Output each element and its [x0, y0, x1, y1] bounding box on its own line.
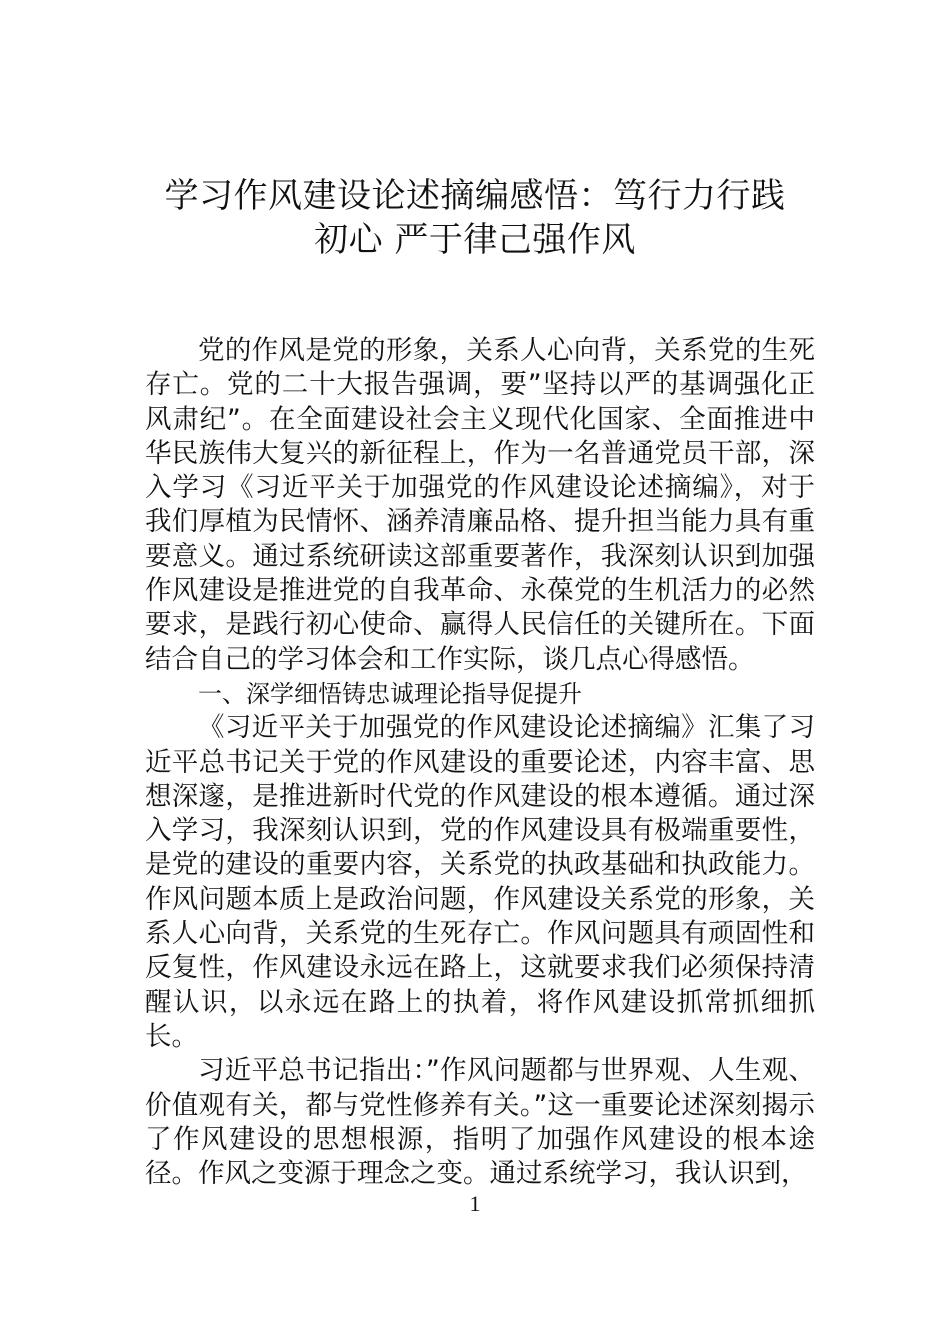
section-paragraph: 《习近平关于加强党的作风建设论述摘编》汇集了习近平总书记关于党的作风建设的重要论述，内容丰富、思想深邃，是推进新时代党的作风建设的根本遵循。通过深入学习，我深刻认识到，党的作风建设具有极端重要性，是党的建设的重要内容，关系党的执政基础和执政能力。作风问题本质上是政治问题，作风建设关系党的形象，关系人心向背，关系党的生死存亡。作风问题具有顽固性和反复性，作风建设永远在路上，这就要求我们必须保持清醒认识，以永远在路上的执着，将作风建设抓常抓细抓长。: [145, 712, 815, 1052]
document-title-line-1: 学习作风建设论述摘编感悟：笃行力行践: [164, 176, 786, 216]
section-paragraph: 习近平总书记指出：”作风问题都与世界观、人生观、价值观有关，都与党性修养有关。”这一重要论述深刻揭示了作风建设的思想根源，指明了加强作风建设的根本途径。作风之变源于理念之变。通过系统学习，我认识到，: [145, 1055, 815, 1190]
section-heading: 一、深学细悟铸忠诚理论指导促提升: [198, 679, 582, 708]
document-body: [145, 334, 815, 1191]
document-title-line-2: 初心 严于律己强作风: [314, 220, 636, 260]
intro-paragraph: 党的作风是党的形象，关系人心向背，关系党的生死存亡。党的二十大报告强调，要”坚持以严的基调强化正风肃纪”。在全面建设社会主义现代化国家、全面推进中华民族伟大复兴的新征程上，作为一名普通党员干部，深入学习《习近平关于加强党的作风建设论述摘编》，对于我们厚植为民情怀、涵养清廉品格、提升担当能力具有重要意义。通过系统研读这部重要著作，我深刻认识到加强作风建设是推进党的自我革命、永葆党的生机活力的必然要求，是践行初心使命、赢得人民信任的关键所在。下面结合自己的学习体会和工作实际，谈几点心得感悟。: [145, 335, 815, 675]
page-number: 1: [469, 1191, 481, 1216]
